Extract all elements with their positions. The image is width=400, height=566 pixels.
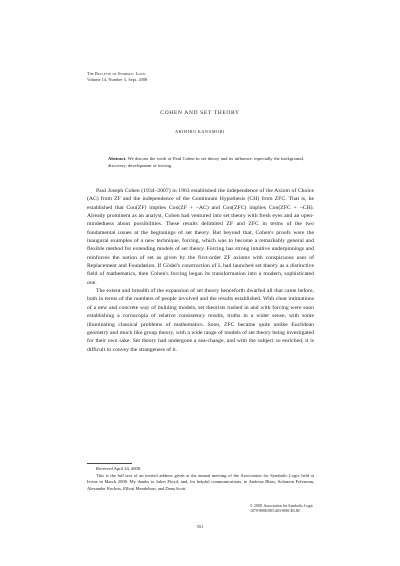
footnote-rule: [87, 463, 132, 464]
paper-title: COHEN AND SET THEORY: [160, 110, 240, 116]
abstract: [108, 155, 304, 169]
issn-line: 1079-8986/08/1403-0001/$3.80: [250, 509, 300, 514]
received-date: Received April 24, 2008.: [96, 466, 142, 471]
journal-volume: Volume 14, Number 3, Sept. 2008: [87, 77, 148, 82]
page-number: 351: [196, 524, 204, 529]
body-text: [87, 187, 314, 354]
body-paragraph: The extent and breadth of the expansion of set theory henceforth dwarfed all that came before, both in terms of the numbers of people involved and the results established. With clear intimations of a new and concrete way of building models, set theorists rushed in and with forcing were soon establishing a cornucopia of relative consistency results, truths in a wider sense, with some illuminating classical problems of mathematics. Soon, ZFC became quite unlike Euclidean geometry and much like group theory, with a wide range of models of set theory being investigated for their own sake. Set theory had undergone a sea-change, and with the subject so enriched, it is difficult to convey the strangeness of it.: [87, 288, 314, 353]
journal-header: [87, 71, 147, 83]
body-paragraph: Paul Joseph Cohen (1934–2007) in 1963 established the independence of the Axiom of Choice (AC) from ZF and the independence of the Continuum Hypothesis (CH) from ZFC. That is, he established that Con(ZF) implies Con(ZF + ¬AC) and Con(ZFC) implies Con(ZFC + ¬CH). Already prominent as an analyst, Cohen had ventured into set theory with fresh eyes and an open-mindedness about possibilities. These results delimited ZF and ZFC in terms of the two fundamental issues at the beginnings of set theory. But beyond that, Cohen's proofs were the inaugural examples of a new technique, forcing, which was to become a remarkably general and flexible method for extending models of set theory. Forcing has strong intuitive underpinnings and reinforces the notion of set as given by the first-order ZF axioms with conspicuous uses of Replacement and Foundation. If Gödel's construction of L had launched set theory as a distinctive field of mathematics, then Cohen's forcing began its transformation into a modern, sophisticated one.: [87, 188, 314, 286]
footnotes: [87, 466, 314, 492]
paper-author: AKIHIRO KANAMORI: [175, 129, 225, 134]
journal-name: The Bulletin of Symbolic Logic: [87, 71, 147, 76]
abstract-label: Abstract.: [108, 156, 127, 161]
copyright-line: © 2008, Association for Symbolic Logic: [250, 504, 314, 508]
acknowledgment-note: This is the full text of an invited address given at the annual meeting of the Association for Symbolic Logic held at Irvine in March 2008. My thanks to Juliet Floyd, and, for helpful communications, to Andreas Blass, Solomon Feferman, Alexander Kechris, Elliott Mendelson, and Dana Scott.: [87, 472, 314, 491]
copyright-notice: [250, 504, 320, 515]
abstract-text: We discuss the work of Paul Cohen in set theory and its influence, especially the background, discovery, development of forcing.: [108, 156, 304, 168]
